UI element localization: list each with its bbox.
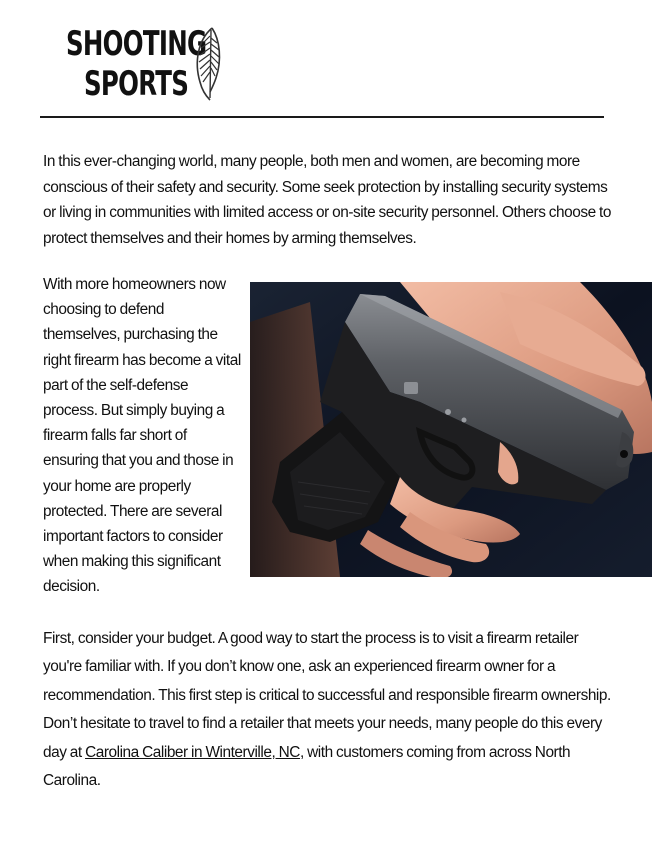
logo-line-1: SHOOTING [66,24,207,64]
paragraph-3-text-after-link: , with customers coming from across North Carolina. [43,743,571,790]
logo-line-2: SPORTS [84,64,189,104]
paragraph-3-text-before-link: First, consider your budget. A good way to start the process is to visit a firearm retailer you're familiar with. If you don’t know one, ask an experienced firearm owner for a recommendation. This first step is critical to successful and responsible firearm ownership. Don’t hesitate to travel to find a retailer that meets your needs, many people do this every day at [43,630,611,761]
carolina-caliber-link[interactable]: Carolina Caliber in Winterville, NC [85,743,300,761]
shooting-sports-logo[interactable] [66,24,236,112]
handgun-photo [250,282,652,577]
article-paragraph-2: With more homeowners now choosing to defend themselves, purchasing the right firearm has become a vital part of the self-defense process. But simply buying a firearm falls far short of ensuring that you and those in your home are properly protected. There are several important factors to consider when making this significant decision. [43,276,241,596]
article-paragraph-3 [43,625,611,795]
handgun-illustration [250,282,652,577]
article-paragraph-1: In this ever-changing world, many people, both men and women, are becoming more conscious of their safety and security. Some seek protection by installing security systems or living in communities with limited access or on-site security personnel. Others choose to protect themselves and their homes by arming themselves. [43,153,611,247]
page-header [40,18,604,118]
feather-icon [190,26,226,102]
